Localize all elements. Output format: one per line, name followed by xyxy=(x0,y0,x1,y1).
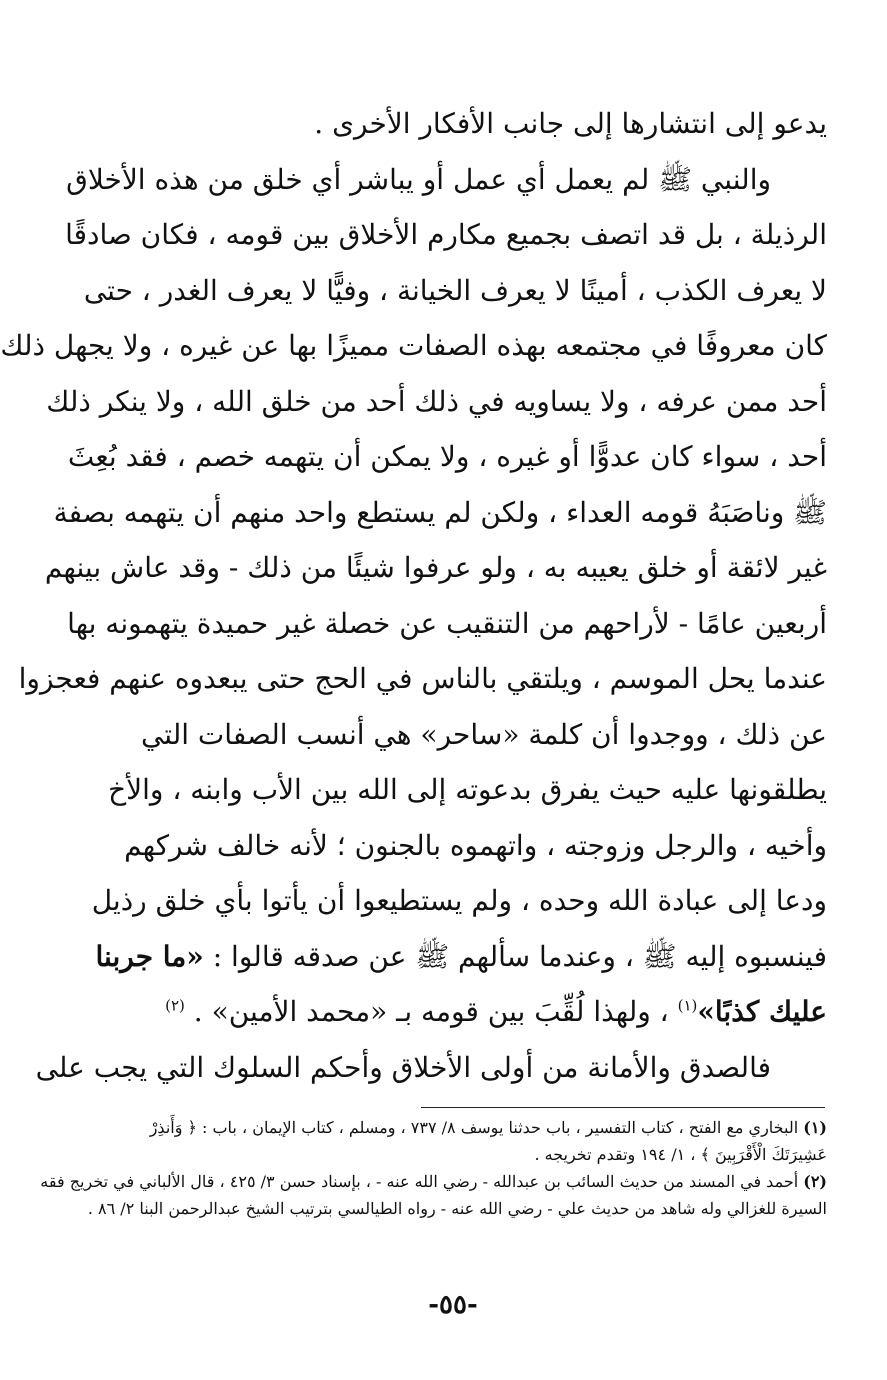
footnote-line: السيرة للغزالي وله شاهد من حديث علي - رضي الله عنه - رواه الطيالسي بترتيب الشيخ عبدالرحمن البنا ٢/ ٨٦ . xyxy=(87,1199,827,1218)
paragraph-honesty xyxy=(35,1040,827,1096)
text-line: لا يعرف الكذب ، أمينًا لا يعرف الخيانة ، وفيًّا لا يعرف الغدر ، حتى xyxy=(83,273,827,307)
text-segment: فينسبوه إليه ﷺ ، وعندما سألهم ﷺ عن صدقه قالوا : xyxy=(212,939,827,973)
text-line: فالصدق والأمانة من أولى الأخلاق وأحكم السلوك التي يجب على xyxy=(35,1050,771,1084)
text-segment: ، ولهذا لُقِّبَ بين قومه بـ «محمد الأمين» . xyxy=(193,995,669,1028)
text-line: وأخيه ، والرجل وزوجته ، واتهموه بالجنون ؛ لأنه خالف شركهم xyxy=(124,828,827,862)
text-line: عن ذلك ، ووجدوا أن كلمة «ساحر» هي أنسب الصفات التي xyxy=(140,717,827,751)
footnote-text: أحمد في المسند من حديث السائب بن عبدالله - رضي الله عنه - ، بإسناد حسن ٣/ ٤٢٥ ، قال الألباني في تخريج فقه xyxy=(40,1172,799,1191)
footnote-ref-1[interactable]: (١) xyxy=(677,996,698,1015)
text-line: يطلقونها عليه حيث يفرق بدعوته إلى الله بين الأب وابنه ، والأخ xyxy=(108,773,827,806)
text-line: غير لائقة أو خلق يعيبه به ، ولو عرفوا شيئًا من ذلك - وقد عاش بينهم xyxy=(44,551,827,584)
footnote-line xyxy=(83,1114,827,1141)
footnotes xyxy=(40,1114,827,1222)
footnote-text: البخاري مع الفتح ، كتاب التفسير ، باب حدثنا يوسف ٨/ ٧٣٧ ، ومسلم ، كتاب الإيمان ، باب : ﴿ وَأَنذِرْ xyxy=(149,1118,799,1137)
paragraph-continuation xyxy=(87,96,827,152)
text-line xyxy=(87,984,827,1040)
paragraph-prophet-character xyxy=(66,152,827,208)
footnote-2 xyxy=(40,1168,827,1222)
footnote-number: (٢) xyxy=(803,1172,827,1191)
text-line: أحد ، سواء كان عدوًّا أو غيره ، ولا يمكن أن يتهمه خصم ، فقد بُعِثَ xyxy=(67,440,827,473)
footnote-line: عَشِيرَتَكَ الْأَقْرَبِينَ ﴾ ، ١/ ١٩٤ وتقدم تخريجه . xyxy=(534,1145,827,1164)
paragraph-prophet-character-cont xyxy=(0,207,827,1040)
footnote-1 xyxy=(83,1114,827,1168)
text-line: ﷺ وناصَبَهُ قومه العداء ، ولكن لم يستطع واحد منهم أن يتهمه بصفة xyxy=(53,495,827,529)
text-line xyxy=(87,929,827,985)
quote-text: «ما جربنا xyxy=(95,939,204,973)
footnote-ref-2[interactable]: (٢) xyxy=(165,996,185,1015)
quote-text: عليك كذبًا» xyxy=(697,995,827,1028)
text-line: عندما يحل الموسم ، ويلتقي بالناس في الحج حتى يبعدوه عنهم فعجزوا xyxy=(18,662,827,695)
page-number: -٥٥- xyxy=(428,1290,478,1320)
main-text xyxy=(0,96,827,1095)
footnote-number: (١) xyxy=(803,1118,827,1137)
text-line: أحد ممن عرفه ، ولا يساويه في ذلك أحد من خلق الله ، ولا ينكر ذلك xyxy=(46,384,827,418)
footnote-line xyxy=(40,1168,827,1195)
text-line: والنبي ﷺ لم يعمل أي عمل أو يباشر أي خلق من هذه الأخلاق xyxy=(66,162,771,196)
text-line: الرذيلة ، بل قد اتصف بجميع مكارم الأخلاق بين قومه ، فكان صادقًا xyxy=(65,218,827,251)
text-line: ودعا إلى عبادة الله وحده ، ولم يستطيعوا أن يأتوا بأي خلق رذيل xyxy=(91,884,827,917)
footnote-divider xyxy=(421,1107,825,1108)
text-line: يدعو إلى انتشارها إلى جانب الأفكار الأخرى . xyxy=(314,107,827,140)
text-line: كان معروفًا في مجتمعه بهذه الصفات مميزًا بها عن غيره ، ولا يجهل ذلك xyxy=(0,329,827,362)
text-line: أربعين عامًا - لأراحهم من التنقيب عن خصلة غير حميدة يتهمونه بها xyxy=(67,606,827,640)
